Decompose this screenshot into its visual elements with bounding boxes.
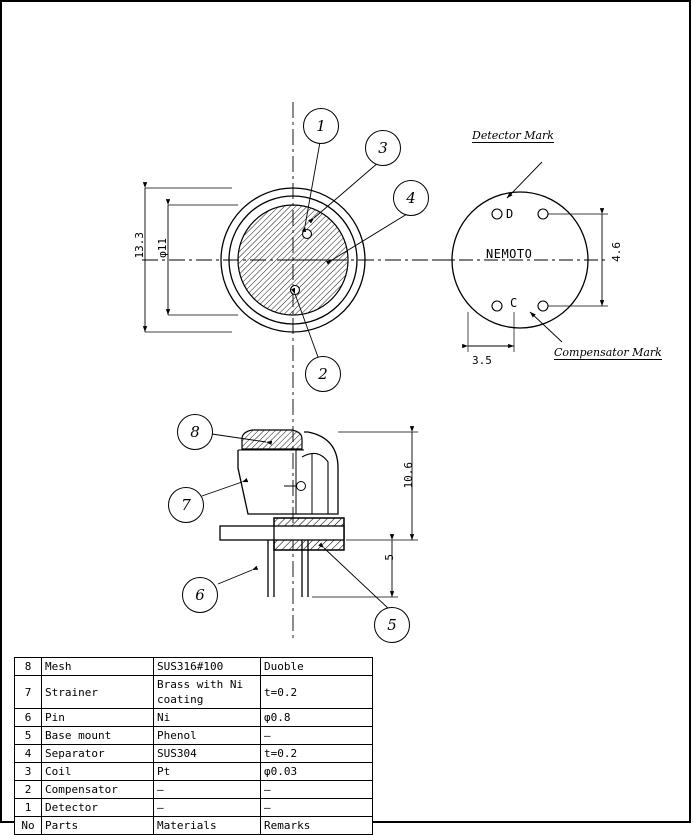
dim-inner-phi11: φ11	[156, 238, 169, 258]
header-no: No	[15, 817, 42, 835]
cell-no: 3	[15, 763, 42, 781]
cell-parts: Strainer	[42, 676, 154, 709]
cell-no: 4	[15, 745, 42, 763]
parts-table-body	[15, 658, 373, 835]
table-row	[15, 781, 373, 799]
cell-materials: Ni	[154, 709, 261, 727]
cell-remarks: φ0.8	[261, 709, 373, 727]
cell-parts: Coil	[42, 763, 154, 781]
dim-outer-13-3: 13.3	[133, 232, 146, 259]
cell-no: 6	[15, 709, 42, 727]
balloon-6-label: 6	[195, 586, 205, 604]
header-parts: Parts	[42, 817, 154, 835]
balloon-4-label: 4	[406, 189, 416, 207]
balloon-5-label: 5	[387, 616, 397, 634]
cell-parts: Compensator	[42, 781, 154, 799]
cell-remarks: φ0.03	[261, 763, 373, 781]
dim-3-5: 3.5	[472, 354, 492, 367]
balloon-3-label: 3	[378, 139, 388, 157]
cell-materials: Phenol	[154, 727, 261, 745]
table-row	[15, 763, 373, 781]
table-row	[15, 658, 373, 676]
balloon-7	[168, 487, 204, 523]
cell-remarks: —	[261, 799, 373, 817]
cell-remarks: Duoble	[261, 658, 373, 676]
balloon-8-label: 8	[190, 423, 200, 441]
table-row	[15, 676, 373, 709]
table-row	[15, 745, 373, 763]
cell-no: 2	[15, 781, 42, 799]
parts-table	[14, 657, 373, 835]
balloon-7-label: 7	[181, 496, 191, 514]
cell-no: 8	[15, 658, 42, 676]
cell-parts: Detector	[42, 799, 154, 817]
cell-materials: —	[154, 799, 261, 817]
header-materials: Materials	[154, 817, 261, 835]
cell-no: 1	[15, 799, 42, 817]
balloon-2-label: 2	[318, 365, 328, 383]
cell-remarks: t=0.2	[261, 745, 373, 763]
cell-parts: Mesh	[42, 658, 154, 676]
cell-no: 7	[15, 676, 42, 709]
dim-4-6: 4.6	[610, 242, 623, 262]
table-row	[15, 727, 373, 745]
cell-remarks: t=0.2	[261, 676, 373, 709]
cell-materials: Pt	[154, 763, 261, 781]
pin-letter-d: D	[506, 207, 514, 221]
balloon-1-label: 1	[316, 117, 326, 135]
pin-letter-c: C	[510, 296, 518, 310]
dim-10-6: 10.6	[402, 462, 415, 489]
table-row	[15, 709, 373, 727]
header-remarks: Remarks	[261, 817, 373, 835]
detector-mark-label: Detector Mark	[472, 129, 554, 142]
dim-5: 5	[383, 554, 396, 561]
cell-materials: SUS304	[154, 745, 261, 763]
balloon-8	[177, 414, 213, 450]
cell-materials: —	[154, 781, 261, 799]
cell-no: 5	[15, 727, 42, 745]
cell-materials: SUS316#100	[154, 658, 261, 676]
cell-parts: Base mount	[42, 727, 154, 745]
balloon-2	[305, 356, 341, 392]
compensator-mark-label: Compensator Mark	[554, 346, 662, 359]
balloon-1	[303, 108, 339, 144]
cell-materials: Brass with Ni coating	[154, 676, 261, 709]
cell-remarks: —	[261, 781, 373, 799]
balloon-6	[182, 577, 218, 613]
cell-parts: Separator	[42, 745, 154, 763]
brand-text: NEMOTO	[486, 247, 533, 261]
cell-remarks: —	[261, 727, 373, 745]
cell-parts: Pin	[42, 709, 154, 727]
balloon-3	[365, 130, 401, 166]
balloon-4	[393, 180, 429, 216]
table-row	[15, 799, 373, 817]
table-header-row	[15, 817, 373, 835]
balloon-5	[374, 607, 410, 643]
